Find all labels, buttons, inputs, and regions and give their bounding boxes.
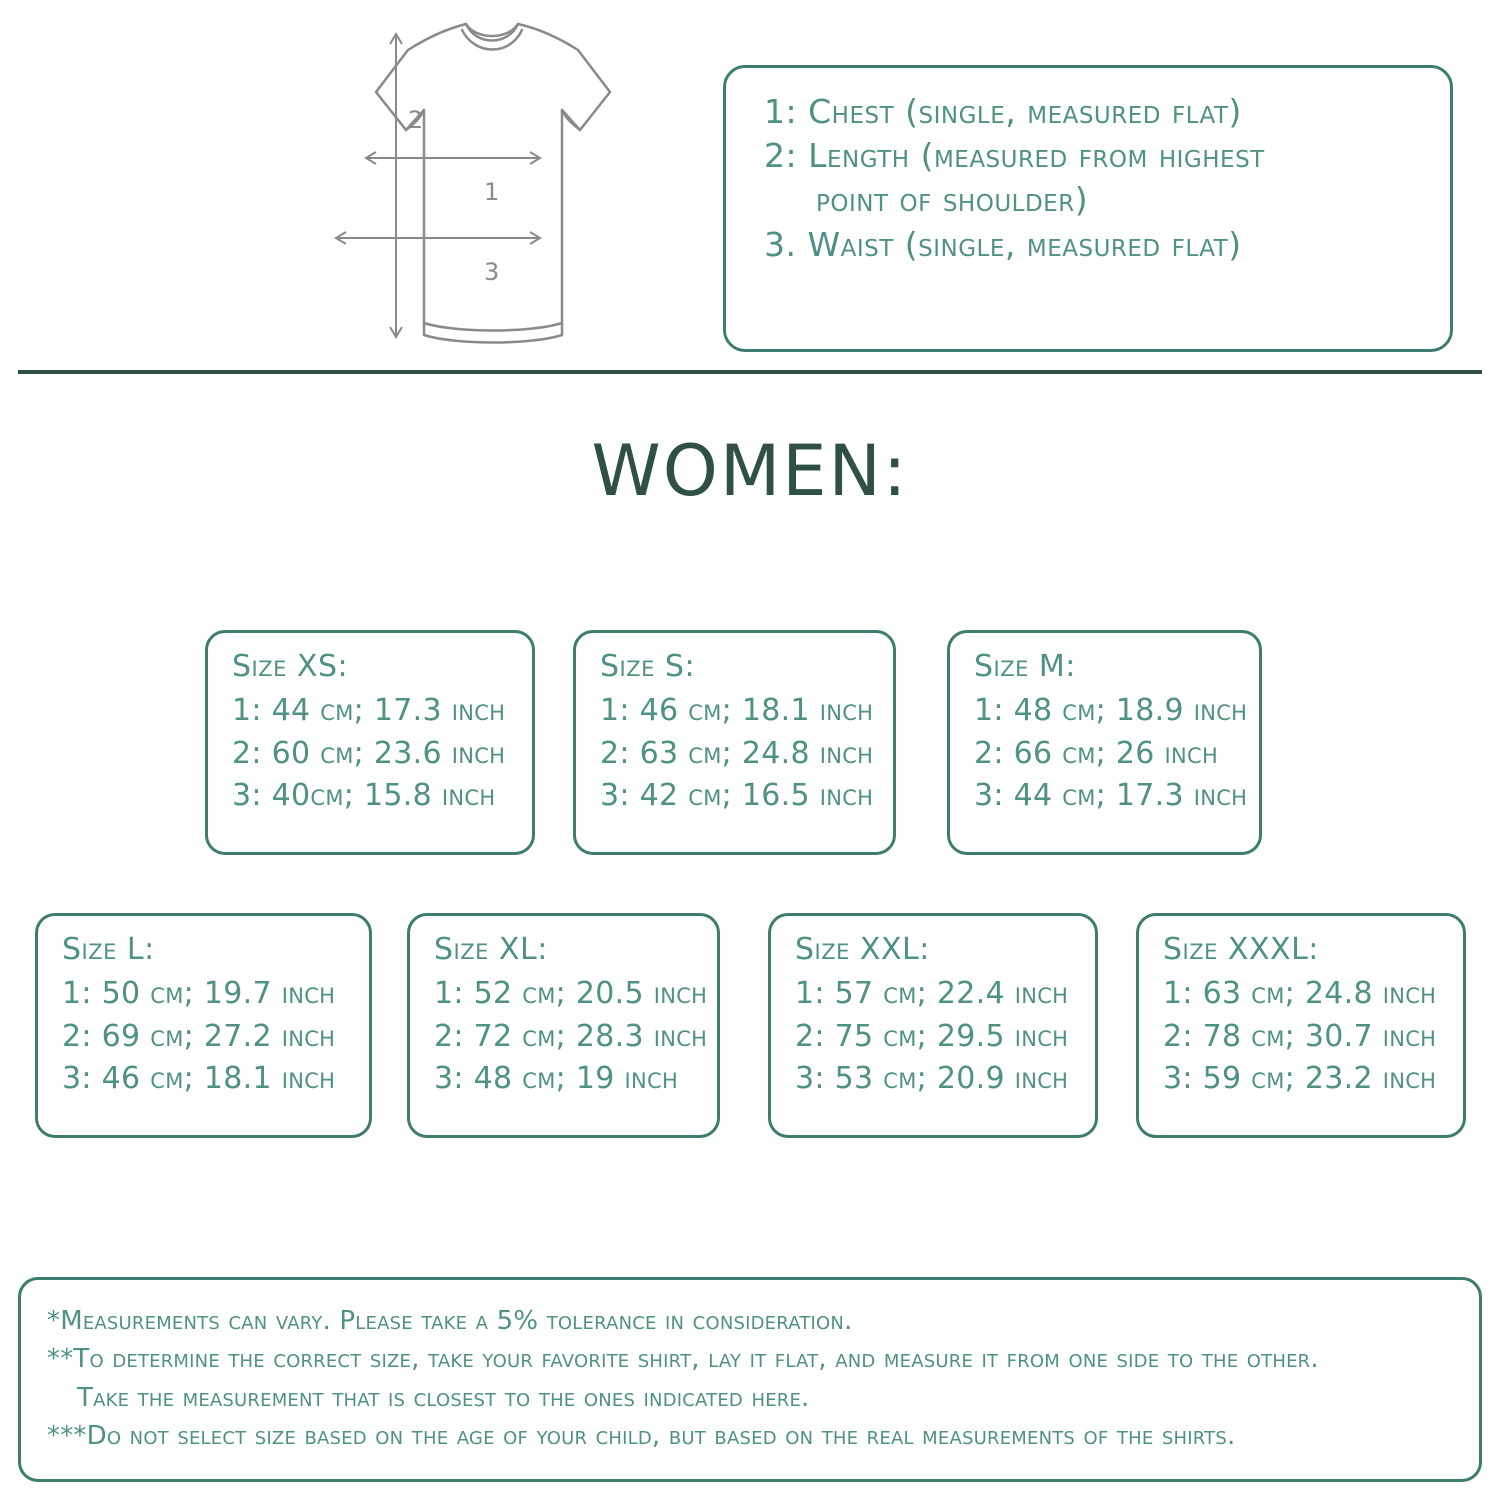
size-card-title: Size M:: [974, 649, 1076, 684]
size-card-xl: [407, 913, 720, 1138]
section-divider: [18, 370, 1482, 374]
size-card-waist: 3: 53 cm; 20.9 inch: [795, 1061, 1069, 1097]
size-card-chest: 1: 44 cm; 17.3 inch: [232, 693, 506, 728]
size-card-l: [35, 913, 372, 1138]
footnotes-box: [18, 1277, 1482, 1482]
footnote-3: ***Do not select size based on the age of your child, but based on the real measurements of the shirts.: [47, 1421, 1236, 1452]
size-card-chest: 1: 50 cm; 19.7 inch: [62, 976, 336, 1011]
diagram-label-chest: 1: [484, 178, 500, 206]
size-card-m: [947, 630, 1262, 855]
legend-line-3: point of shoulder): [816, 180, 1089, 220]
size-card-title: Size XXXL:: [1163, 932, 1319, 967]
size-card-length: 2: 60 cm; 23.6 inch: [232, 735, 506, 771]
size-card-title: Size XS:: [232, 649, 349, 684]
size-card-title: Size L:: [62, 932, 155, 967]
size-card-xxl: [768, 913, 1098, 1138]
size-card-chest: 1: 63 cm; 24.8 inch: [1163, 976, 1437, 1011]
size-card-length: 2: 63 cm; 24.8 inch: [600, 735, 874, 771]
size-card-waist: 3: 46 cm; 18.1 inch: [62, 1061, 336, 1097]
size-card-waist: 3: 48 cm; 19 inch: [434, 1061, 679, 1097]
size-card-xs: [205, 630, 535, 855]
size-card-chest: 1: 46 cm; 18.1 inch: [600, 693, 874, 728]
footnote-2-continued: Take the measurement that is closest to the ones indicated here.: [77, 1382, 810, 1413]
footnote-2: **To determine the correct size, take your favorite shirt, lay it flat, and measure it from one side to the other.: [47, 1344, 1319, 1375]
size-card-chest: 1: 57 cm; 22.4 inch: [795, 976, 1069, 1011]
size-card-title: Size XXL:: [795, 932, 930, 967]
size-card-s: [573, 630, 896, 855]
size-card-chest: 1: 52 cm; 20.5 inch: [434, 976, 708, 1011]
diagram-label-waist: 3: [484, 258, 500, 286]
size-card-length: 2: 66 cm; 26 inch: [974, 735, 1219, 771]
diagram-label-length: 2: [408, 106, 424, 134]
legend-line-4: 3. Waist (single, measured flat): [764, 224, 1242, 264]
size-card-length: 2: 78 cm; 30.7 inch: [1163, 1018, 1437, 1054]
size-card-xxxl: [1136, 913, 1466, 1138]
size-card-waist: 3: 40cm; 15.8 inch: [232, 778, 496, 814]
measurement-legend: [723, 65, 1453, 352]
size-card-length: 2: 75 cm; 29.5 inch: [795, 1018, 1069, 1054]
size-card-title: Size S:: [600, 649, 696, 684]
legend-line-1: 1: Chest (single, measured flat): [764, 92, 1242, 131]
size-card-waist: 3: 44 cm; 17.3 inch: [974, 778, 1248, 814]
size-card-length: 2: 69 cm; 27.2 inch: [62, 1018, 336, 1054]
legend-line-2: 2: Length (measured from highest: [764, 136, 1265, 176]
size-card-chest: 1: 48 cm; 18.9 inch: [974, 693, 1248, 728]
size-card-waist: 3: 42 cm; 16.5 inch: [600, 778, 874, 814]
page-title: WOMEN:: [591, 430, 909, 512]
tshirt-diagram: [280, 10, 660, 360]
size-card-title: Size XL:: [434, 932, 548, 967]
footnote-1: *Measurements can vary. Please take a 5% tolerance in consideration.: [47, 1306, 853, 1336]
size-card-waist: 3: 59 cm; 23.2 inch: [1163, 1061, 1437, 1097]
size-card-length: 2: 72 cm; 28.3 inch: [434, 1018, 708, 1054]
